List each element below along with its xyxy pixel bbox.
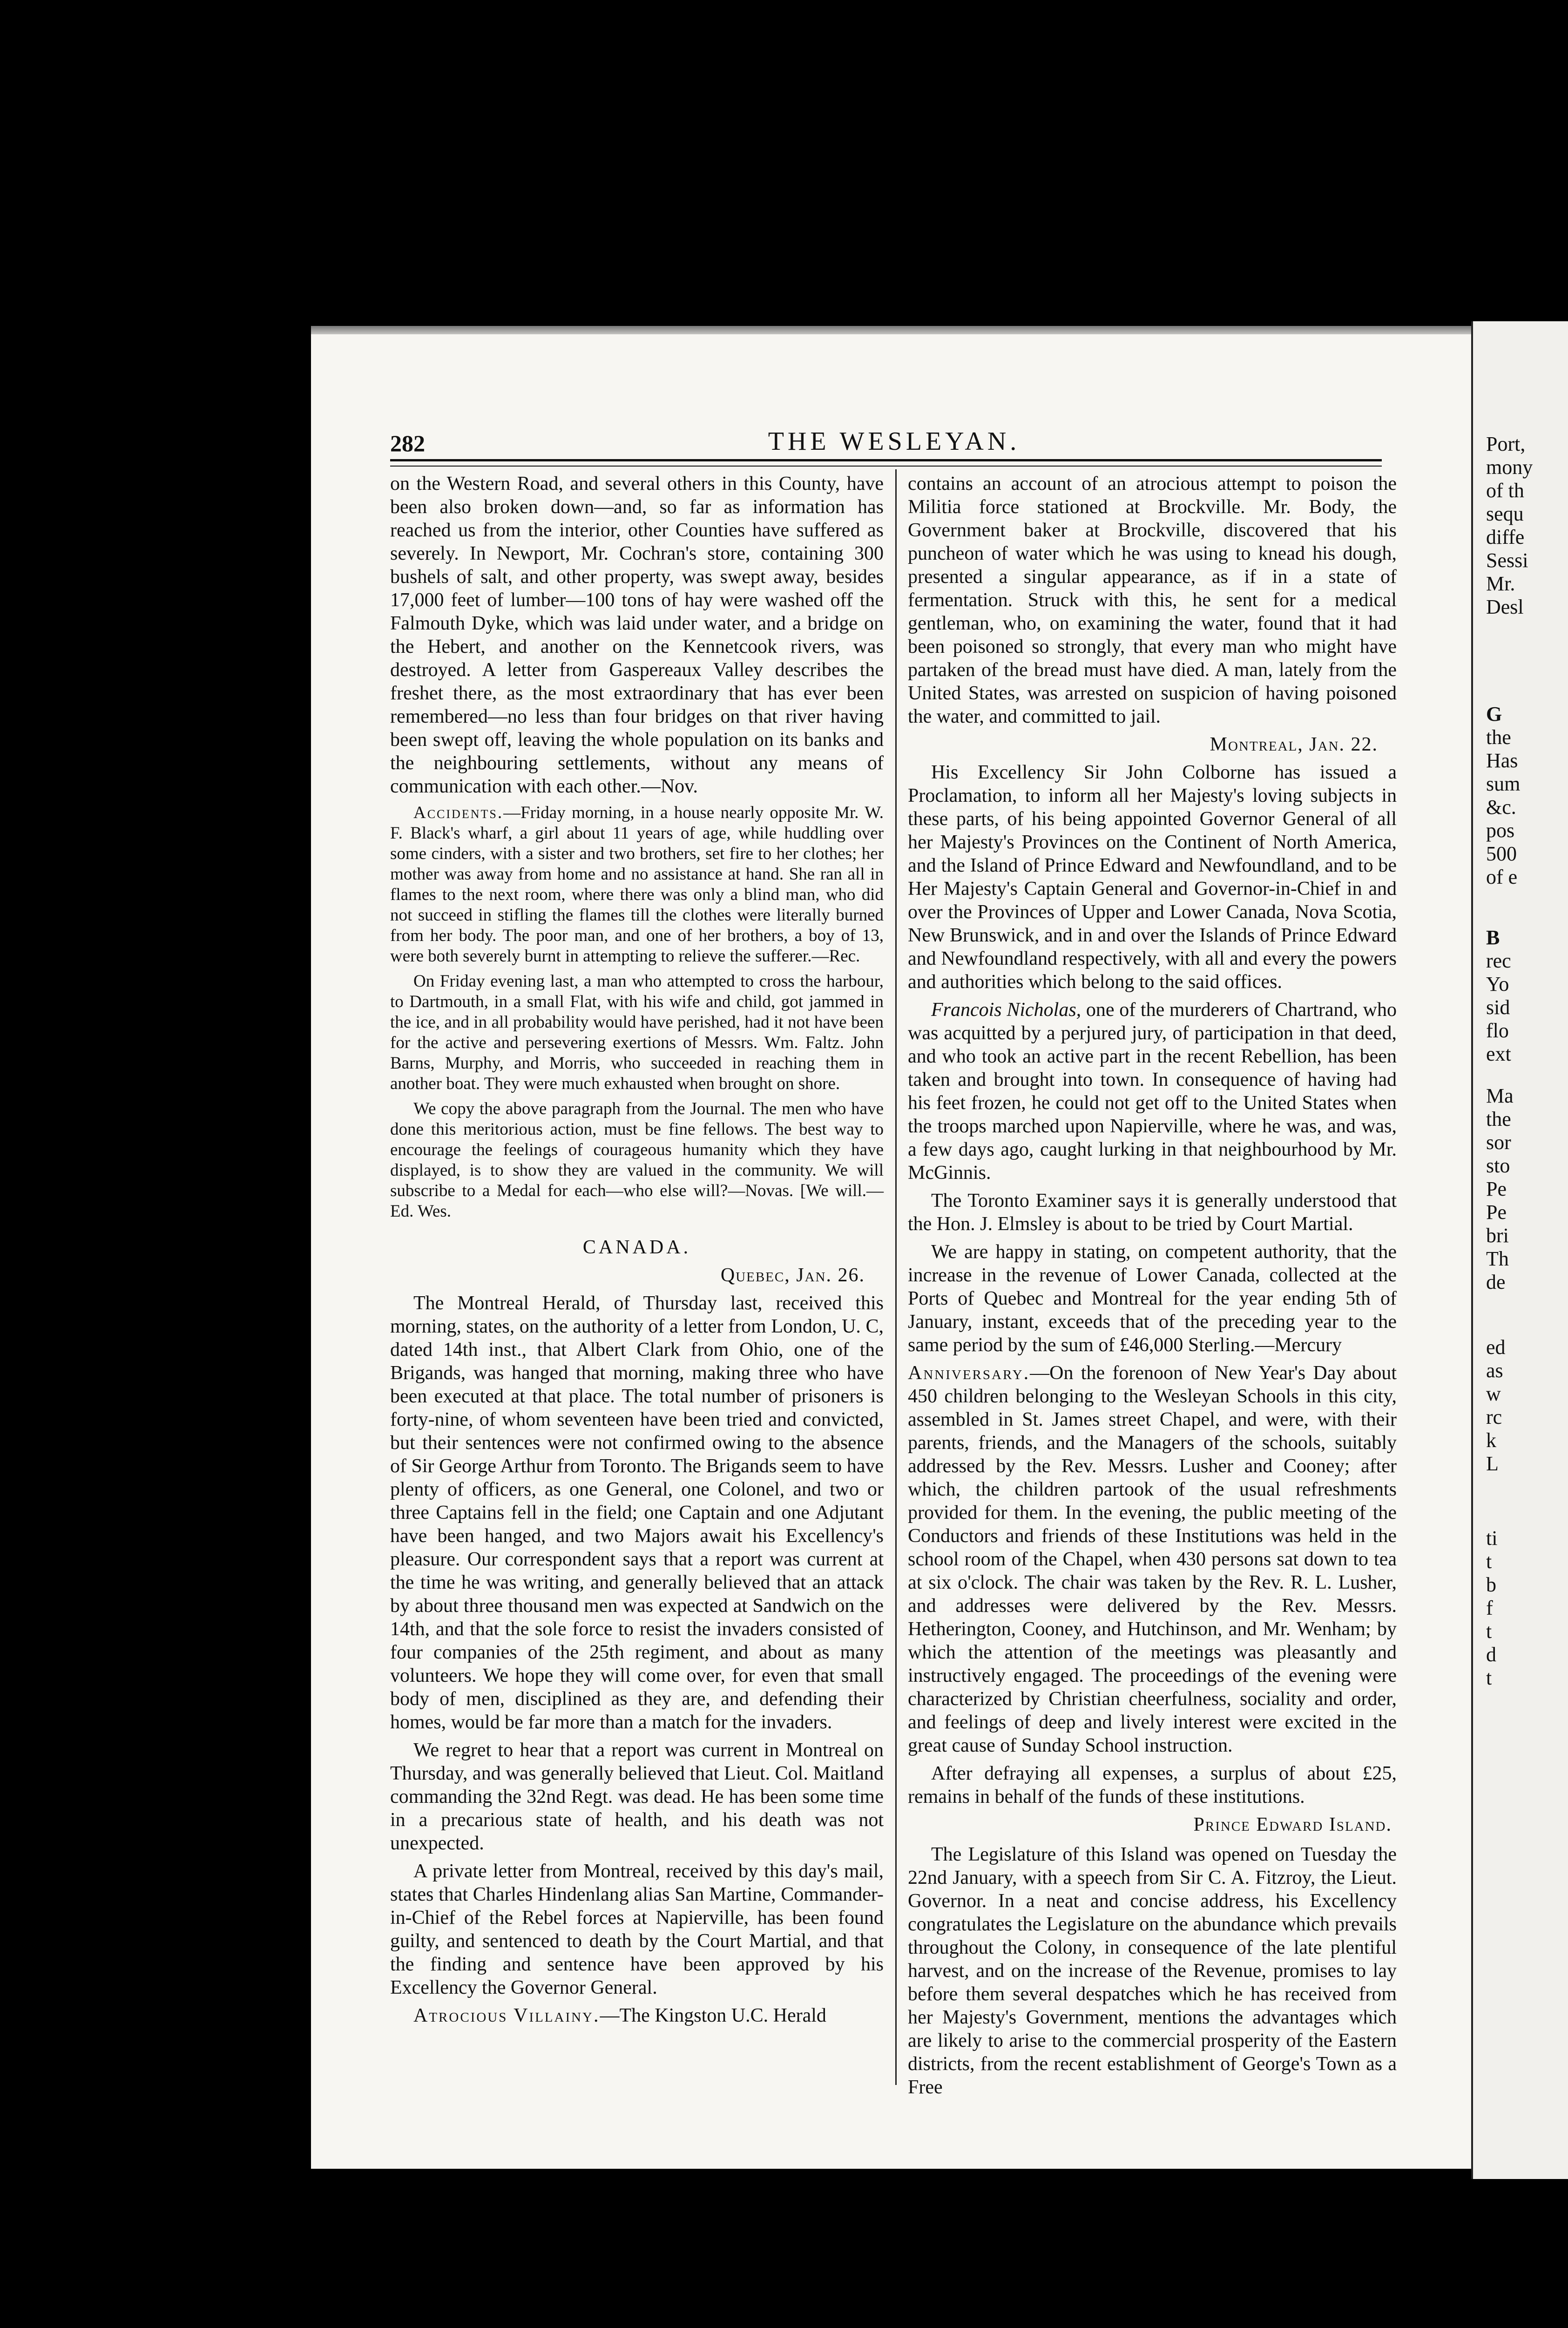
article-text: one of the murderers of Chartrand, who was acquitted by a perjured jury, of participation in that deed, and who took an active part in the recent Rebellion, has been taken and brought into town. In consequence of having had his feet frozen, he could not get off to the United States when the troops marched upon Napierville, where he was, and was, a few days ago, caught lurking in that neighbourhood by Mr. McGinnis. (908, 999, 1397, 1184)
next-page-word: sum (1486, 772, 1521, 795)
section-heading-pei: Prince Edward Island. (1193, 1814, 1392, 1835)
next-page-word: of e (1486, 866, 1518, 888)
article-paragraph: A private letter from Montreal, received by this day's mail, states that Charles Hindenlang alias San Martine, Commander-in-Chief of the Rebel forces at Napierville, has been found guilty, and sentenced to death by the Court Martial, and that the finding and sentence have been approved by his Excellency the Governor General. (390, 1861, 884, 1998)
next-page-word: sor (1486, 1131, 1511, 1154)
next-page-word: rc (1486, 1406, 1502, 1428)
article-paragraph (390, 2004, 884, 2027)
next-page-word: &c. (1486, 796, 1516, 819)
next-page-word: d (1486, 1643, 1496, 1666)
article-paragraph: After defraying all expenses, a surplus of about £25, remains in behalf of the funds of these institutions. (908, 1763, 1397, 1807)
next-page-word: the (1486, 726, 1511, 749)
next-page-word: Desl (1486, 596, 1524, 618)
section-heading: Anniversary. (908, 1362, 1030, 1384)
next-page-word: de (1486, 1271, 1506, 1293)
next-page-word: Pe (1486, 1201, 1507, 1224)
next-page-word: Pe (1486, 1178, 1507, 1200)
next-page-word: sid (1486, 996, 1510, 1019)
article-paragraph: The Legislature of this Island was opened on Tuesday the 22nd January, with a speech from Sir C. A. Fitzroy, the Lieut. Governor. In a neat and concise address, his Excellency congratulates the Legislature on the abundance which prevails throughout the Colony, in consequence of the late plentiful harvest, and on the increase of the Revenue, promises to lay before them several despatches which he has received from her Majesty's Government, mentions the advantages which are likely to arise to the commercial prosperity of the Eastern districts, from the recent establishment of George's Town as a Free (908, 1844, 1397, 2098)
next-page-word: sequ (1486, 502, 1524, 525)
next-page-edge (1471, 321, 1568, 2179)
right-column (908, 472, 1397, 2104)
article-paragraph: We regret to hear that a report was current in Montreal on Thursday, and was generally believed that Lieut. Col. Maitland commanding the 32nd Regt. was dead. He has been some time in a precarious state of health, and his death was not unexpected. (390, 1739, 884, 1854)
next-page-word: Has (1486, 749, 1518, 772)
next-page-word: 500 (1486, 842, 1517, 865)
next-page-word: sto (1486, 1154, 1510, 1177)
next-page-word: flo (1486, 1019, 1509, 1042)
article-paragraph: The Toronto Examiner says it is generally understood that the Hon. J. Elmsley is about to be tried by Court Martial. (908, 1190, 1397, 1235)
article-paragraph: The Montreal Herald, of Thursday last, received this morning, states, on the authority of a letter from London, U. C, dated 14th inst., that Albert Clark from Ohio, one of the Brigands, was hanged that morning, making three who have been executed at that place. The total number of prisoners is forty-nine, of whom seventeen have been tried and convicted, but their sentences were not confirmed owing to the absence of Sir George Arthur from Toronto. The Brigands seem to have plenty of officers, as one General, one Colonel, and two or three Captains fell in the field; one Captain and one Adjutant have been hanged, and two Majors await his Excellency's pleasure. Our correspondent says that a report was current at the time he was writing, and generally believed that an attack by about three thousand men was expected at Sandwich on the 14th, and that the sole force to resist the invaders consisted of four companies of the 25th regiment, and about as many volunteers. We hope they will come over, for even that small body of men, disciplined as they are, and defending their homes, would be far more than a match for the invaders. (390, 1293, 884, 1733)
article-paragraph: contains an account of an atrocious attempt to poison the Militia force stationed at Brockville. Mr. Body, the Government baker at Brockville, discovered that his puncheon of water which he was using to knead his dough, presented a singular appearance, as if in a state of fermentation. Struck with this, he sent for a medical gentleman, who, on examining the water, found that it had been poisoned so strongly, that every man who might have partaken of the bread must have died. A man, lately from the United States, was arrested on suspicion of having poisoned the water, and committed to jail. (908, 473, 1397, 727)
next-page-word: b (1486, 1573, 1496, 1596)
article-text: —On the forenoon of New Year's Day about 450 children belonging to the Wesleyan Schools in this city, assembled in St. James street Chapel, and were, with their parents, friends, and the Managers of the schools, suitably addressed by the Rev. Messrs. Lusher and Cooney; after which, the children partook of the usual refreshments provided for them. In the evening, the public meeting of the Conductors and friends of these Institutions was held in the school room of the Chapel, when 430 persons sat down to tea at six o'clock. The chair was taken by the Rev. R. L. Lusher, and addresses were delivered by the Rev. Messrs. Hetherington, Cooney, and Hutchinson, and Mr. Wenham; by which the attention of the meetings was pleasantly and instructively engaged. The proceedings of the evening were characterized by Christian cheerfulness, sociality and order, and feelings of deep and lively interest were excited in the great cause of Sunday School instruction. (908, 1362, 1397, 1756)
next-page-word: B (1486, 926, 1500, 949)
dateline: Montreal, Jan. 22. (1210, 734, 1378, 755)
article-paragraph (390, 803, 884, 967)
next-page-word: Yo (1486, 973, 1509, 995)
article-paragraph (908, 1361, 1397, 1757)
section-heading: Atrocious Villainy. (413, 2005, 600, 2026)
next-page-word: mony (1486, 456, 1533, 479)
left-column (390, 472, 884, 2032)
article-paragraph (908, 998, 1397, 1184)
next-page-word: Ma (1486, 1084, 1514, 1107)
next-page-word: bri (1486, 1224, 1509, 1247)
next-page-word: Th (1486, 1247, 1509, 1270)
column-divider (895, 469, 897, 2085)
running-head: THE WESLEYAN. (768, 427, 1021, 456)
article-paragraph: We copy the above paragraph from the Journal. The men who have done this meritorious action, must be fine fellows. The best way to encourage the feelings of courageous humanity which they have displayed, is to show they are valued in the community. We will subscribe to a Medal for each—who else will?—Novas. [We will.—Ed. Wes. (390, 1099, 884, 1221)
next-page-word: t (1486, 1620, 1492, 1643)
next-page-word: w (1486, 1382, 1501, 1405)
next-page-word: of th (1486, 479, 1524, 502)
page-number: 282 (390, 430, 425, 456)
article-text: —The Kingston U.C. Herald (600, 2005, 826, 2026)
next-page-word: t (1486, 1666, 1492, 1689)
section-heading: Accidents. (413, 803, 504, 822)
next-page-word: the (1486, 1108, 1511, 1130)
next-page-word: ed (1486, 1336, 1506, 1359)
next-page-word: as (1486, 1359, 1503, 1382)
article-paragraph: His Excellency Sir John Colborne has issued a Proclamation, to inform all her Majesty's loving subjects in these parts, of his being appointed Governor General of all her Majesty's Provinces on the Continent of North America, and the Island of Prince Edward and Newfoundland, and to be Her Majesty's Captain General and Governor-in-Chief in and over the Provinces of Upper and Lower Canada, Nova Scotia, New Brunswick, and in and over the Islands of Prince Edward and Newfoundland respectively, with all and every the powers and authorities which belong to the said offices. (908, 762, 1397, 993)
next-page-word: Sessi (1486, 549, 1528, 572)
next-page-word: ti (1486, 1527, 1498, 1550)
article-text: —Friday morning, in a house nearly opposite Mr. W. F. Black's wharf, a girl about 11 years of age, while huddling over some cinders, with a sister and two brothers, set fire to her clothes; her mother was away from home and no assistance at hand. She ran all in flames to the next room, where there was only a blind man, who did not succeed in stifling the flames till the clothes were literally burned from her body. The poor man, and one of her brothers, a boy of 13, were both severely burnt in attempting to relieve the sufferer.—Rec. (390, 803, 884, 966)
next-page-word: k (1486, 1429, 1496, 1452)
section-title-canada: CANADA. (582, 1237, 691, 1258)
next-page-word: t (1486, 1550, 1492, 1573)
article-paragraph: on the Western Road, and several others in this County, have been also broken down—and, so far as information has reached us from the interior, other Counties have suffered as severely. In Newport, Mr. Cochran's store, containing 300 bushels of salt, and other property, was swept away, besides 17,000 feet of lumber—100 tons of hay were washed off the Falmouth Dyke, which was laid under water, and a bridge on the Hebert, and another on the Kennetcook rivers, was destroyed. A letter from Gaspereaux Valley describes the freshet there, as the most extraordinary that has ever been remembered—no less than four bridges on that river having been swept off, leaving the whole population on its banks and the neighbouring settlements, without any means of communication with each other.—Nov. (390, 473, 884, 797)
article-paragraph: We are happy in stating, on competent authority, that the increase in the revenue of Lower Canada, collected at the Ports of Quebec and Montreal for the year ending 5th of January, instant, exceeds that of the preceding year to the same period by the sum of £46,000 Sterling.—Mercury (908, 1241, 1397, 1356)
header-rule-thin (390, 466, 1382, 467)
newspaper-page (311, 334, 1477, 2169)
dateline: Quebec, Jan. 26. (720, 1265, 865, 1286)
next-page-word: pos (1486, 819, 1515, 842)
next-page-word: f (1486, 1597, 1493, 1619)
next-page-word: Port, (1486, 433, 1526, 455)
next-page-word: Mr. (1486, 572, 1515, 595)
next-page-word: G (1486, 703, 1502, 725)
next-page-word: L (1486, 1452, 1499, 1475)
header-rule-thick (390, 459, 1382, 461)
name-italic: Francois Nicholas, (931, 999, 1081, 1021)
next-page-word: rec (1486, 949, 1511, 972)
next-page-word: ext (1486, 1042, 1511, 1065)
article-paragraph: On Friday evening last, a man who attempted to cross the harbour, to Dartmouth, in a small Flat, with his wife and child, got jammed in the ice, and in all probability would have perished, had it not have been for the active and persevering exertions of Messrs. Wm. Faltz. John Barns, Murphy, and Morris, who succeeded in reaching them in another boat. They were much exhausted when brought on shore. (390, 972, 884, 1093)
next-page-word: diffe (1486, 526, 1525, 548)
